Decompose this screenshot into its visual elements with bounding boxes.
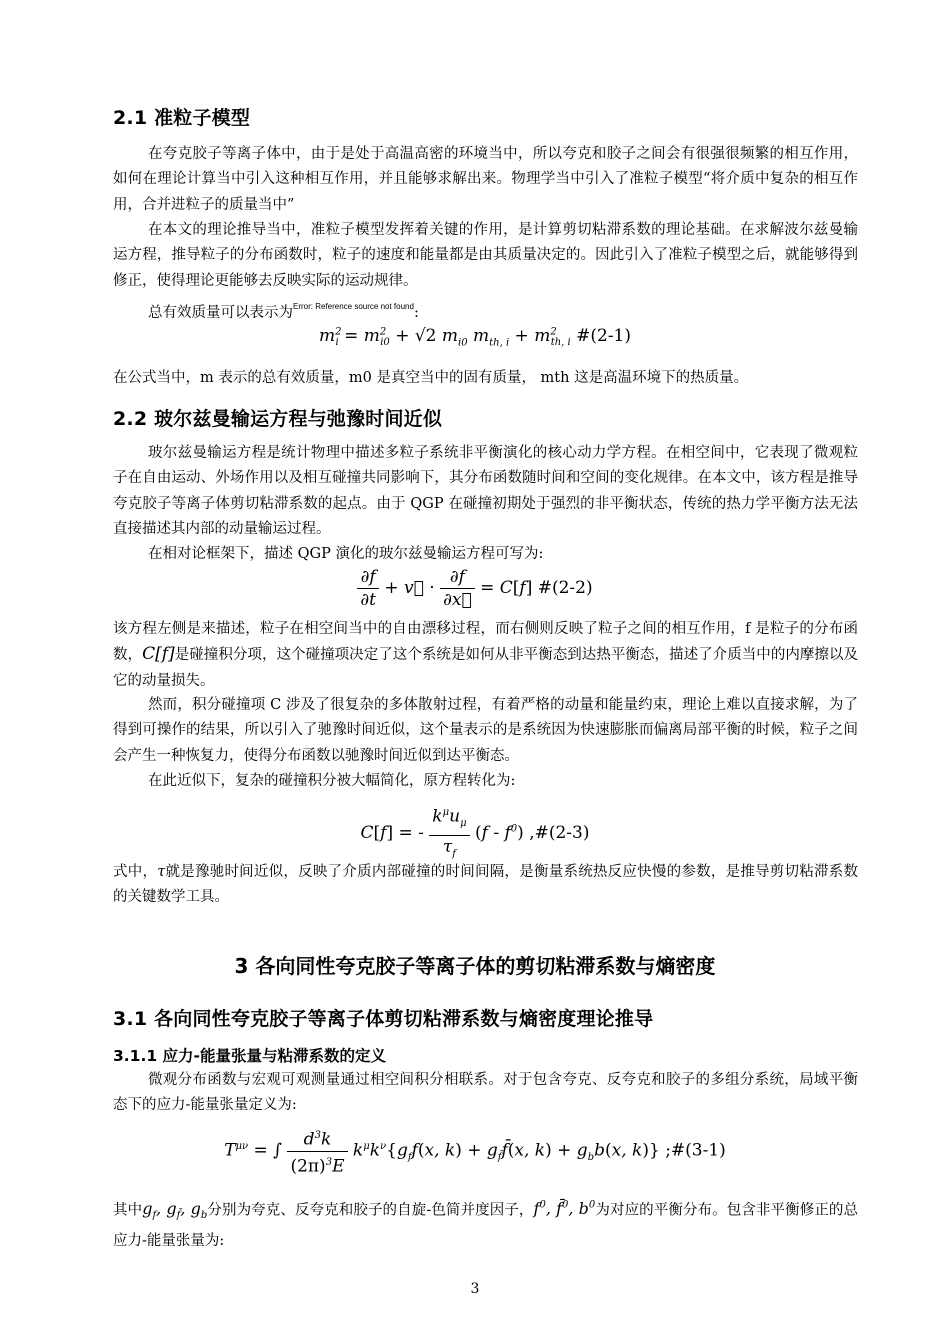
equation-2-3: C[f] = - $\frac{k^\mu u_\mu}{\tau_f}$ $(f - f^0)$ ,#(2-3)	[0, 802, 950, 865]
section-3-title: 3 各向同性夸克胶子等离子体的剪切粘滞系数与熵密度	[234, 954, 716, 978]
equation-2-3-tag: ,#(2-3)	[529, 823, 590, 844]
paragraph-approximation: 在此近似下，复杂的碰撞积分被大幅简化，原方程转化为:	[148, 773, 516, 789]
paragraph-mass-explanation: 在公式当中，m 表示的总有效质量，m0 是真空当中的固有质量， mth 这是高温环境下的热质量。	[113, 370, 749, 386]
equation-3-1-tag: ;#(3-1)	[665, 1140, 726, 1161]
section-2-1-title: 2.1 准粒子模型	[113, 107, 251, 129]
paragraph-boltzmann-framework: 在相对论框架下，描述 QGP 演化的玻尔兹曼输运方程可写为:	[148, 546, 544, 562]
paragraph-tau-explanation: 式中，τ就是豫驰时间近似，反映了介质内部碰撞的时间间隔，是衡量系统热反应快慢的参数，是推导剪切粘滞系数的关键数学工具。	[113, 864, 858, 906]
page-number: 3	[470, 1281, 480, 1297]
paragraph-quasiparticle-intro: 在夸克胶子等离子体中，由于是处于高温高密的环境当中，所以夸克和胶子之间会有很强很频繁的相互作用，如何在理论计算当中引入这种相互作用，并且能够求解出来。物理学当中引入了准粒子模型“将介质中复杂的相互作用，合并进粒子的质量当中”	[113, 146, 858, 213]
paragraph-relaxation-time: 然而，积分碰撞项 C 涉及了很复杂的多体散射过程，有着严格的动量和能量约束，理论上难以直接求解，为了得到可操作的结果，所以引入了驰豫时间近似，这个量表示的是系统因为快速膨胀而偏离局部平衡的时候，粒子之间会产生一种恢复力，使得分布函数以驰豫时间近似到达平衡态。	[113, 697, 858, 764]
equation-2-2: $\frac{\partial f}{\partial t}$ + v⃗ · $\frac{\partial f}{\partial x⃗}$ = C[f] #(2-2)	[0, 566, 950, 611]
equation-3-1: $T^{\mu\nu}$ = ∫ $\frac{d^3k}{(2\pi)^3E}$ $k^\mu k^\nu\{g_ff(x$, $k) + g_{f̄}f̄(x$, $k) + g_bb(x$, k)} ;#(3-1)	[0, 1125, 950, 1177]
paragraph-degeneracy-factors: 其中$g_f$, $g_{f̄}$, $g_b$分别为夸克、反夸克和胶子的自旋-色简并度因子，$f^0$, f̄$^0$, $b^0$为对应的平衡分布。包含非平衡修正的总应力-能量张量为:	[113, 1199, 859, 1249]
section-3-1-1-title: 3.1.1 应力-能量张量与粘滞系数的定义	[113, 1047, 386, 1065]
paragraph-boltzmann-explanation: 该方程左侧是来描述，粒子在相空间当中的自由漂移过程，而右侧则反映了粒子之间的相互作用，f 是粒子的分布函数，C[f]是碰撞积分项，这个碰撞项决定了这个系统是如何从非平衡态到达热平衡态，描述了介质当中的内摩擦以及它的动量损失。	[113, 621, 859, 689]
paragraph-effective-mass-intro: 总有效质量可以表示为$^{Error: Reference source not found}$:	[148, 302, 419, 321]
section-3-1-title: 3.1 各向同性夸克胶子等离子体剪切粘滞系数与熵密度理论推导	[113, 1008, 654, 1030]
reference-error: Error: Reference source not found	[293, 302, 414, 311]
section-2-2-title: 2.2 玻尔兹曼输运方程与弛豫时间近似	[113, 408, 443, 430]
paragraph-quasiparticle-role: 在本文的理论推导当中，准粒子模型发挥着关键的作用，是计算剪切粘滞系数的理论基础。在求解波尔兹曼输运方程，推导粒子的分布函数时，粒子的速度和能量都是由其质量决定的。因此引入了准粒子模型之后，就能够得到修正，使得理论更能够去反映实际的运动规律。	[113, 222, 858, 289]
paragraph-stress-energy-definition: 微观分布函数与宏观可观测量通过相空间积分相联系。对于包含夸克、反夸克和胶子的多组分系统，局域平衡态下的应力-能量张量定义为:	[113, 1072, 858, 1114]
equation-2-1: $m^2_i = m^2_{i0} + √2$ $m_{i0}$ $m_{th, i} + m^2_{th, i}$ #(2-1)	[318, 326, 632, 349]
equation-2-1-tag: #(2-1)	[576, 326, 632, 346]
paragraph-boltzmann-intro: 玻尔兹曼输运方程是统计物理中描述多粒子系统非平衡演化的核心动力学方程。在相空间中，它表现了微观粒子在自由运动、外场作用以及相互碰撞共同影响下，其分布函数随时间和空间的变化规律。在本文中，该方程是推导夸克胶子等离子体剪切粘滞系数的起点。由于 QGP 在碰撞初期处于强烈的非平衡状态，传统的热力学平衡方法无法直接描述其内部的动量输运过程。	[113, 445, 858, 538]
equation-2-2-tag: #(2-2)	[537, 578, 593, 598]
